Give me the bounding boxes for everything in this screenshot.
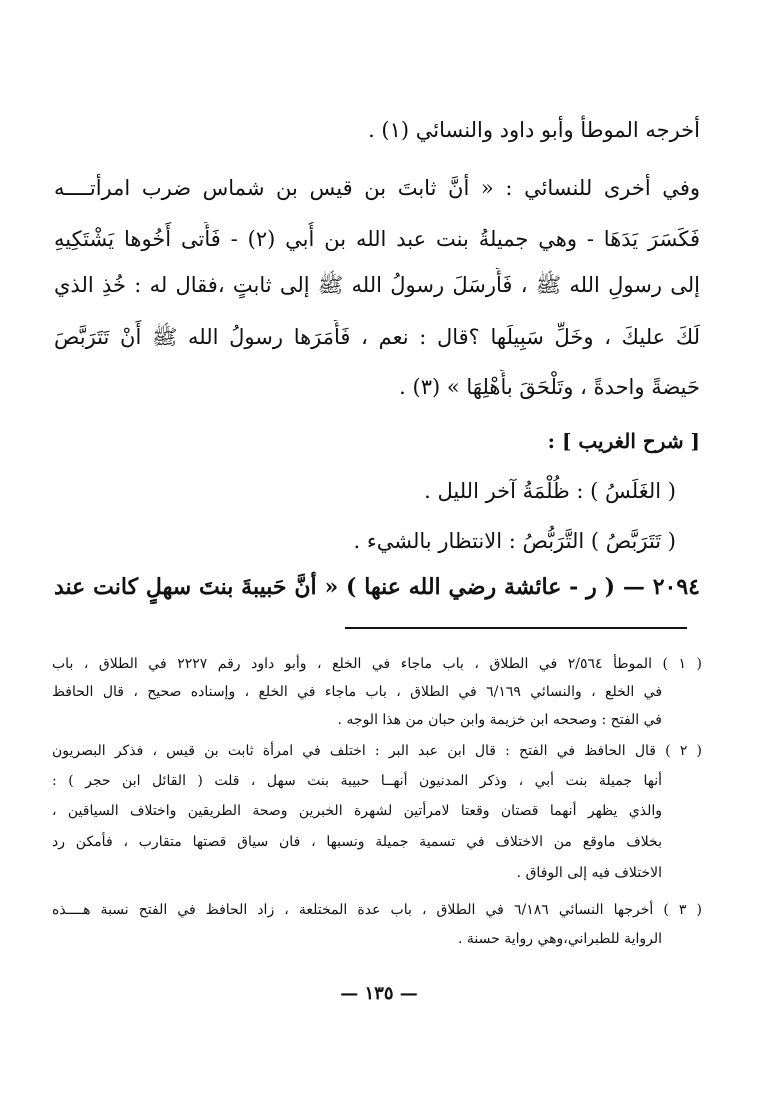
main-text-line-5: لَكَ عليكَ ، وخَلِّ سَبِيلَها ؟قال : نعم ، فَأَمَرَها رسولُ الله ﷺ أَنْ تَتَرَبَّصَ <box>54 325 700 349</box>
footnote-line-2: في الخلع ، والنسائي ٦/١٦٩ في الطلاق ، باب ماجاء في الخلع ، وإسناده صحيح ، قال الحافظ <box>52 684 662 700</box>
page-number: — ١٣٥ — <box>340 983 418 1004</box>
main-text-line-2: وفي أخرى للنسائي : « أنَّ ثابتَ بن قيس بن شماس ضرب امرأتــــه <box>54 176 700 200</box>
footnote-line-8: الاختلاف فيه إلى الوفاق . <box>516 865 662 881</box>
footnote-separator <box>345 627 687 629</box>
main-text-line-1: أخرجه الموطأ وأبو داود والنسائي (١) . <box>368 118 700 142</box>
footnote-line-6: والذي يظهر أنهما قصتان وقعتا لامرأتين لشهرة الخبرين وصحة الطريقين واختلاف السياقين ، <box>52 803 662 819</box>
main-text-line-6: حَيضةً واحدةً ، وتَلْحَقَ بأَهْلِهَا » (٣) . <box>399 375 700 399</box>
footnote-line-4: ( ٢ ) قال الحافظ في الفتح : قال ابن عبد البر : اختلف في امرأة ثابت بن قيس ، فذكر البصريون <box>52 743 702 759</box>
sharh-gharib-heading: [ شرح الغريب ] : <box>547 429 700 453</box>
gharib-entry-ghalas: ( الغَلَسُ ) : ظُلْمَةُ آخر الليل . <box>424 479 676 503</box>
main-text-line-3: فَكَسَرَ يَدَهَا - وهي جميلةُ بنت عبد الله بن أُبي (٢) - فَأَتى أَخُوها يَشْتَكِيهِ <box>54 227 700 251</box>
footnote-line-3: في الفتح : وصححه ابن خزيمة وابن حبان من هذا الوجه . <box>337 712 662 728</box>
hadith-2094-opening: ٢٠٩٤ — ( ر - عائشة رضي الله عنها ) « أنَّ حَبيبةَ بنتَ سهلٍ كانت عند <box>54 574 700 600</box>
footnote-line-5: أنها جميلة بنت أبي ، وذكر المدنيون أنهــا حبيبة بنت سهل ، قلت ( القائل ابن حجر ) : <box>52 773 662 789</box>
main-text-line-4: إلى رسولِ الله ﷺ ، فَأَرسَلَ رسولُ الله ﷺ إلى ثابتٍ ،فقال له : خُذِ الذي <box>54 273 700 297</box>
footnote-line-1: ( ١ ) الموطأ ٢/٥٦٤ في الطلاق ، باب ماجاء في الخلع ، وأبو داود رقم ٢٢٢٧ في الطلاق ، باب <box>52 656 702 672</box>
footnote-line-7: بخلاف ماوقع من الاختلاف في تسمية جميلة ونسبها ، فان سياق قصتها متقارب ، فأمكن رد <box>52 834 662 850</box>
footnote-line-9: ( ٣ ) أخرجها النسائي ٦/١٨٦ في الطلاق ، باب عدة المختلعة ، زاد الحافظ في الفتح نسبة هــــذه <box>52 902 702 918</box>
footnote-line-10: الرواية للطبراني،وهي رواية حسنة . <box>458 931 662 947</box>
gharib-entry-tarabbus: ( تَتَرَبَّصُ ) التَّرَبُّصُ : الانتظار بالشيء . <box>353 529 676 553</box>
